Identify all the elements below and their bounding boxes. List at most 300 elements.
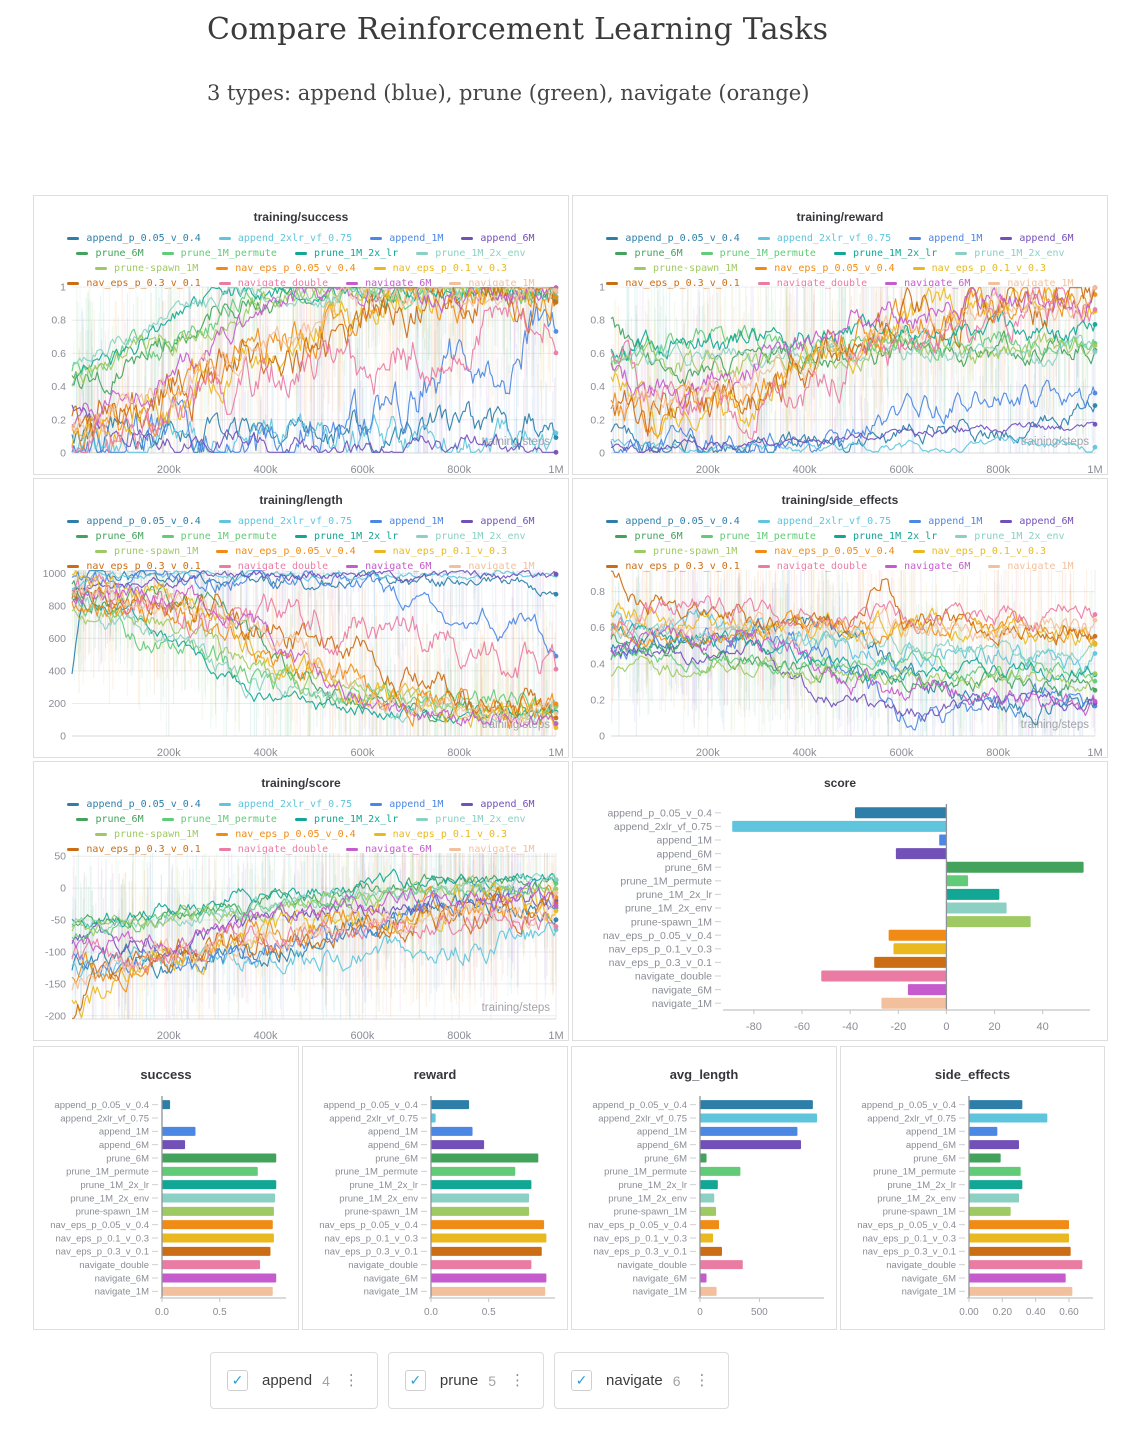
legend-item [461, 233, 534, 244]
bar-chart-score [573, 796, 1108, 1048]
legend-run-name: nav_eps_p_0.1_v_0.3 [392, 546, 508, 557]
legend-swatch-icon [162, 818, 174, 821]
svg-text:navigate_6M: navigate_6M [632, 1273, 687, 1285]
legend-run-name: append_2xlr_vf_0.75 [237, 516, 353, 527]
legend-run-name: prune_1M_permute [180, 248, 277, 259]
bar-chart-avg-length [572, 1090, 836, 1328]
svg-text:-60: -60 [794, 1021, 810, 1033]
line-chart-training-reward [573, 283, 1107, 479]
legend-run-name: navigate_1M [468, 278, 535, 289]
legend-run-name: append_p_0.05_v_0.4 [86, 233, 201, 244]
svg-text:400k: 400k [253, 464, 278, 476]
legend-run-name: nav_eps_p_0.1_v_0.3 [931, 546, 1047, 557]
svg-text:1: 1 [599, 281, 605, 294]
filter-label: navigate [606, 1372, 663, 1389]
svg-text:navigate_6M: navigate_6M [94, 1273, 149, 1285]
legend-swatch-icon [374, 267, 386, 270]
legend-item [374, 546, 507, 557]
legend-item [76, 248, 143, 259]
svg-text:0.0: 0.0 [155, 1307, 169, 1318]
panel-training-side-effects[interactable] [572, 478, 1108, 758]
legend-run-name: navigate_6M [365, 278, 432, 289]
legend-swatch-icon [701, 535, 713, 538]
legend-item [913, 546, 1046, 557]
line-chart-training-side-effects [573, 566, 1107, 762]
svg-text:navigate_double: navigate_double [79, 1259, 149, 1271]
legend-item [758, 233, 891, 244]
legend-run-name: nav_eps_p_0.05_v_0.4 [774, 263, 895, 274]
report-subtitle: 3 types: append (blue), prune (green), navigate (orange) [207, 81, 810, 105]
line-chart-svg [34, 849, 568, 1045]
legend-row [573, 261, 1107, 276]
svg-text:400: 400 [48, 665, 66, 678]
legend-swatch-icon [76, 252, 88, 255]
svg-text:prune_1M_2x_lr: prune_1M_2x_lr [618, 1179, 687, 1191]
legend-swatch-icon [461, 520, 473, 523]
svg-text:append_2xlr_vf_0.75: append_2xlr_vf_0.75 [598, 1113, 687, 1125]
svg-text:50: 50 [54, 850, 66, 863]
svg-text:800k: 800k [447, 464, 472, 476]
panel-title: reward [413, 1067, 457, 1082]
svg-text:prune_1M_2x_lr: prune_1M_2x_lr [887, 1179, 956, 1191]
legend-swatch-icon [615, 535, 627, 538]
panel-title: score [823, 776, 857, 790]
legend-run-name: prune_1M_2x_lr [313, 248, 399, 259]
legend-swatch-icon [295, 252, 307, 255]
legend-run-name: navigate_6M [365, 844, 432, 855]
legend-item [76, 814, 143, 825]
legend-run-name: navigate_double [776, 561, 868, 572]
legend-swatch-icon [67, 237, 79, 240]
filter-count: 5 [488, 1372, 497, 1389]
legend-run-name: append_1M [389, 233, 444, 244]
legend-item [615, 248, 682, 259]
svg-text:500: 500 [751, 1307, 768, 1318]
legend-item [95, 546, 198, 557]
svg-text:prune_1M_2x_env: prune_1M_2x_env [70, 1193, 149, 1205]
legend-row [573, 246, 1107, 261]
legend-item [834, 248, 937, 259]
legend-row [34, 544, 568, 559]
legend-item [162, 531, 277, 542]
svg-text:prune_1M_permute: prune_1M_permute [620, 875, 712, 888]
legend-run-name: navigate_1M [1007, 278, 1074, 289]
legend-run-name: nav_eps_p_0.3_v_0.1 [625, 278, 740, 289]
legend-item [67, 799, 200, 810]
legend-row [34, 529, 568, 544]
legend-swatch-icon [219, 237, 231, 240]
legend-swatch-icon [370, 237, 382, 240]
svg-text:append_2xlr_vf_0.75: append_2xlr_vf_0.75 [867, 1113, 956, 1125]
svg-text:0.2: 0.2 [51, 414, 66, 427]
svg-text:400k: 400k [253, 747, 278, 759]
legend-run-name: prune_6M [95, 531, 144, 542]
svg-text:0.4: 0.4 [590, 381, 605, 394]
legend-run-name: nav_eps_p_0.05_v_0.4 [235, 829, 356, 840]
legend-item [219, 233, 352, 244]
legend-swatch-icon [76, 818, 88, 821]
legend-swatch-icon [95, 833, 107, 836]
svg-text:append_2xlr_vf_0.75: append_2xlr_vf_0.75 [613, 821, 712, 834]
svg-text:prune-spawn_1M: prune-spawn_1M [344, 1206, 418, 1218]
legend-row [34, 261, 568, 276]
legend-item [834, 531, 937, 542]
svg-text:nav_eps_p_0.05_v_0.4: nav_eps_p_0.05_v_0.4 [602, 929, 712, 942]
filter-chip-append[interactable] [210, 1352, 378, 1409]
svg-text:0.8: 0.8 [590, 586, 605, 599]
legend-run-name: navigate_1M [468, 844, 535, 855]
legend-swatch-icon [295, 535, 307, 538]
svg-text:training/steps: training/steps [481, 436, 550, 448]
svg-text:navigate_double: navigate_double [634, 970, 712, 983]
svg-text:append_6M: append_6M [98, 1139, 149, 1151]
svg-text:append_p_0.05_v_0.4: append_p_0.05_v_0.4 [607, 807, 712, 820]
svg-text:400k: 400k [253, 1030, 278, 1042]
panel-title: side_effects [934, 1067, 1011, 1082]
svg-text:prune_1M_2x_env: prune_1M_2x_env [608, 1193, 687, 1205]
legend-item [606, 233, 739, 244]
svg-text:append_1M: append_1M [367, 1126, 418, 1138]
legend-run-name: prune_6M [95, 248, 144, 259]
svg-text:nav_eps_p_0.05_v_0.4: nav_eps_p_0.05_v_0.4 [319, 1219, 418, 1231]
legend-run-name: prune_1M_permute [719, 248, 816, 259]
filter-count: 6 [672, 1372, 681, 1389]
legend-run-name: navigate_double [237, 278, 329, 289]
svg-text:0.60: 0.60 [1059, 1307, 1079, 1318]
svg-text:append_p_0.05_v_0.4: append_p_0.05_v_0.4 [861, 1099, 956, 1111]
legend-swatch-icon [374, 550, 386, 553]
legend-run-name: prune_1M_permute [719, 531, 816, 542]
legend-run-name: prune_1M_permute [180, 814, 277, 825]
legend-swatch-icon [909, 520, 921, 523]
svg-text:-20: -20 [890, 1021, 907, 1033]
svg-text:-150: -150 [44, 978, 66, 991]
svg-text:navigate_1M: navigate_1M [632, 1286, 687, 1298]
legend-item [295, 531, 398, 542]
legend-swatch-icon [416, 818, 428, 821]
svg-text:0.40: 0.40 [1025, 1307, 1046, 1318]
legend-run-name: nav_eps_p_0.05_v_0.4 [235, 263, 356, 274]
svg-text:append_1M: append_1M [656, 834, 712, 847]
svg-text:prune_1M_permute: prune_1M_permute [873, 1166, 956, 1178]
legend-item [634, 546, 737, 557]
panel-training-length[interactable] [33, 478, 569, 758]
svg-text:800k: 800k [447, 1030, 472, 1042]
legend-row [34, 246, 568, 261]
legend-swatch-icon [615, 252, 627, 255]
svg-text:navigate_1M: navigate_1M [901, 1286, 956, 1298]
legend-run-name: prune_1M_2x_env [974, 531, 1065, 542]
legend-swatch-icon [634, 267, 646, 270]
legend-swatch-icon [758, 520, 770, 523]
svg-text:prune_1M_2x_env: prune_1M_2x_env [339, 1193, 418, 1205]
legend-item [162, 814, 277, 825]
filter-label: append [262, 1372, 313, 1389]
legend-item [216, 829, 355, 840]
legend-swatch-icon [606, 237, 618, 240]
line-chart-svg [573, 283, 1107, 479]
legend-run-name: nav_eps_p_0.1_v_0.3 [392, 829, 508, 840]
svg-text:40: 40 [1036, 1021, 1049, 1033]
svg-text:nav_eps_p_0.3_v_0.1: nav_eps_p_0.3_v_0.1 [55, 1246, 149, 1258]
legend-item [1000, 516, 1073, 527]
prune-checkbox[interactable]: ✓ [405, 1370, 426, 1391]
legend-run-name: nav_eps_p_0.3_v_0.1 [625, 561, 740, 572]
svg-text:20: 20 [988, 1021, 1001, 1033]
svg-text:prune_1M_permute: prune_1M_permute [66, 1166, 149, 1178]
svg-text:200k: 200k [156, 464, 181, 476]
svg-text:nav_eps_p_0.3_v_0.1: nav_eps_p_0.3_v_0.1 [324, 1246, 418, 1258]
svg-text:navigate_6M: navigate_6M [901, 1273, 956, 1285]
legend-run-name: append_6M [480, 233, 535, 244]
svg-text:1M: 1M [548, 464, 564, 476]
svg-text:nav_eps_p_0.05_v_0.4: nav_eps_p_0.05_v_0.4 [588, 1219, 687, 1231]
svg-text:0.4: 0.4 [590, 658, 605, 671]
svg-text:training/steps: training/steps [481, 719, 550, 731]
svg-text:0: 0 [60, 447, 66, 460]
legend-row [573, 529, 1107, 544]
navigate-checkbox[interactable]: ✓ [571, 1370, 592, 1391]
legend-item [370, 233, 443, 244]
svg-text:1M: 1M [1087, 464, 1103, 476]
svg-text:1M: 1M [548, 747, 564, 759]
legend-run-name: navigate_double [237, 844, 329, 855]
bar-chart-svg [34, 1090, 298, 1328]
legend-item [461, 516, 534, 527]
legend-swatch-icon [913, 550, 925, 553]
svg-text:-50: -50 [50, 914, 66, 927]
legend-run-name: prune-spawn_1M [113, 546, 199, 557]
svg-text:400k: 400k [792, 747, 817, 759]
svg-text:0.4: 0.4 [51, 381, 66, 394]
svg-text:0.6: 0.6 [51, 347, 66, 360]
panel-grid-top [33, 195, 1108, 1041]
legend-item [295, 814, 398, 825]
panel-training-reward[interactable] [572, 195, 1108, 475]
svg-text:0: 0 [60, 730, 66, 743]
legend-run-name: prune-spawn_1M [113, 263, 199, 274]
legend-run-name: prune_1M_2x_env [435, 531, 526, 542]
legend-item [1000, 233, 1073, 244]
svg-text:training/steps: training/steps [1020, 719, 1089, 731]
legend-run-name: prune_1M_2x_lr [852, 248, 938, 259]
svg-text:prune_6M: prune_6M [913, 1153, 956, 1165]
svg-text:append_p_0.05_v_0.4: append_p_0.05_v_0.4 [54, 1099, 149, 1111]
legend-swatch-icon [909, 237, 921, 240]
legend-run-name: nav_eps_p_0.05_v_0.4 [774, 546, 895, 557]
legend-run-name: prune_1M_2x_lr [852, 531, 938, 542]
svg-text:0: 0 [943, 1021, 950, 1033]
panel-reward[interactable] [302, 1046, 568, 1330]
legend-swatch-icon [955, 252, 967, 255]
legend-swatch-icon [67, 520, 79, 523]
svg-text:append_1M: append_1M [98, 1126, 149, 1138]
legend-run-name: append_1M [389, 799, 444, 810]
legend-run-name: append_2xlr_vf_0.75 [776, 233, 892, 244]
legend-swatch-icon [834, 252, 846, 255]
legend-row [34, 231, 568, 246]
legend-item [955, 248, 1064, 259]
bar-chart-svg [573, 796, 1108, 1048]
legend-item [634, 263, 737, 274]
legend-run-name: append_1M [389, 516, 444, 527]
panel-title: avg_length [669, 1067, 739, 1082]
legend-run-name: append_2xlr_vf_0.75 [237, 233, 353, 244]
legend-swatch-icon [162, 535, 174, 538]
svg-text:200k: 200k [156, 1030, 181, 1042]
legend-item [374, 263, 507, 274]
svg-text:200k: 200k [695, 464, 720, 476]
svg-text:navigate_1M: navigate_1M [363, 1286, 418, 1298]
legend-item [67, 233, 200, 244]
legend-run-name: append_2xlr_vf_0.75 [237, 799, 353, 810]
svg-text:prune-spawn_1M: prune-spawn_1M [630, 916, 712, 929]
legend-run-name: nav_eps_p_0.05_v_0.4 [235, 546, 356, 557]
legend-swatch-icon [461, 237, 473, 240]
svg-text:0: 0 [697, 1307, 703, 1318]
legend-swatch-icon [67, 803, 79, 806]
legend-item [370, 799, 443, 810]
legend-run-name: prune_1M_2x_lr [313, 531, 399, 542]
svg-text:append_6M: append_6M [636, 1139, 687, 1151]
legend-run-name: prune_1M_2x_env [974, 248, 1065, 259]
legend-run-name: append_1M [928, 516, 983, 527]
legend-swatch-icon [1000, 237, 1012, 240]
legend-item [416, 531, 525, 542]
legend-swatch-icon [913, 267, 925, 270]
legend-swatch-icon [219, 803, 231, 806]
legend-run-name: navigate_1M [1007, 561, 1074, 572]
legend-swatch-icon [374, 833, 386, 836]
legend-item [461, 799, 534, 810]
legend-run-name: append_2xlr_vf_0.75 [776, 516, 892, 527]
panel-training-score[interactable] [33, 761, 569, 1041]
panel-success[interactable] [33, 1046, 299, 1330]
filter-label: prune [439, 1372, 479, 1389]
svg-text:0.2: 0.2 [590, 414, 605, 427]
svg-text:append_6M: append_6M [367, 1139, 418, 1151]
svg-text:-200: -200 [44, 1010, 66, 1023]
svg-text:prune-spawn_1M: prune-spawn_1M [613, 1206, 687, 1218]
svg-text:-80: -80 [745, 1021, 762, 1033]
legend-run-name: append_p_0.05_v_0.4 [86, 799, 201, 810]
svg-text:-100: -100 [44, 946, 66, 959]
legend-item [216, 546, 355, 557]
run-legend [573, 231, 1107, 289]
svg-text:prune_1M_permute: prune_1M_permute [604, 1166, 687, 1178]
legend-run-name: prune_1M_2x_env [435, 814, 526, 825]
legend-item [755, 263, 894, 274]
append-checkbox[interactable]: ✓ [227, 1370, 248, 1391]
kebab-menu-icon[interactable]: ⋮ [510, 1372, 526, 1389]
filter-chip-prune[interactable] [388, 1352, 544, 1409]
svg-text:0.5: 0.5 [481, 1307, 496, 1318]
filter-chip-navigate[interactable] [554, 1352, 729, 1409]
run-legend [34, 797, 568, 855]
svg-text:1M: 1M [1087, 747, 1103, 759]
svg-text:nav_eps_p_0.1_v_0.3: nav_eps_p_0.1_v_0.3 [862, 1233, 956, 1245]
legend-swatch-icon [219, 520, 231, 523]
run-legend [34, 514, 568, 572]
svg-text:prune_1M_2x_lr: prune_1M_2x_lr [636, 889, 712, 902]
svg-text:1M: 1M [548, 1030, 564, 1042]
legend-swatch-icon [295, 818, 307, 821]
svg-text:navigate_double: navigate_double [348, 1259, 418, 1271]
svg-text:nav_eps_p_0.1_v_0.3: nav_eps_p_0.1_v_0.3 [55, 1233, 149, 1245]
legend-run-name: prune-spawn_1M [113, 829, 199, 840]
line-chart-svg [34, 283, 568, 479]
run-set-filters [210, 1352, 729, 1409]
legend-item [374, 829, 507, 840]
legend-swatch-icon [701, 252, 713, 255]
svg-text:0.5: 0.5 [212, 1307, 227, 1318]
legend-run-name: navigate_1M [468, 561, 535, 572]
legend-swatch-icon [1000, 520, 1012, 523]
svg-text:0: 0 [599, 447, 605, 460]
legend-run-name: prune-spawn_1M [652, 263, 738, 274]
legend-run-name: navigate_6M [365, 561, 432, 572]
svg-text:prune_1M_2x_lr: prune_1M_2x_lr [80, 1179, 149, 1191]
legend-item [76, 531, 143, 542]
kebab-menu-icon[interactable]: ⋮ [694, 1372, 710, 1389]
legend-swatch-icon [955, 535, 967, 538]
svg-text:append_2xlr_vf_0.75: append_2xlr_vf_0.75 [60, 1113, 149, 1125]
legend-run-name: navigate_double [776, 278, 868, 289]
svg-text:append_p_0.05_v_0.4: append_p_0.05_v_0.4 [323, 1099, 418, 1111]
panel-title: training/length [259, 493, 343, 507]
svg-text:append_2xlr_vf_0.75: append_2xlr_vf_0.75 [329, 1113, 418, 1125]
legend-run-name: nav_eps_p_0.3_v_0.1 [86, 561, 201, 572]
legend-run-name: append_p_0.05_v_0.4 [86, 516, 201, 527]
bar-chart-reward [303, 1090, 567, 1328]
svg-text:200k: 200k [156, 747, 181, 759]
legend-item [370, 516, 443, 527]
svg-text:0.20: 0.20 [992, 1307, 1013, 1318]
panel-score[interactable] [572, 761, 1108, 1041]
svg-text:prune_6M: prune_6M [644, 1153, 687, 1165]
legend-swatch-icon [834, 535, 846, 538]
panel-training-success[interactable] [33, 195, 569, 475]
svg-text:training/steps: training/steps [1020, 436, 1089, 448]
panel-title: training/score [261, 776, 341, 790]
svg-text:nav_eps_p_0.1_v_0.3: nav_eps_p_0.1_v_0.3 [593, 1233, 687, 1245]
legend-item [416, 248, 525, 259]
legend-item [95, 263, 198, 274]
panel-title: training/reward [796, 210, 884, 224]
legend-item [758, 516, 891, 527]
svg-text:800k: 800k [986, 747, 1011, 759]
legend-run-name: prune_1M_2x_lr [313, 814, 399, 825]
legend-row [34, 797, 568, 812]
svg-text:prune-spawn_1M: prune-spawn_1M [882, 1206, 956, 1218]
svg-text:prune_6M: prune_6M [375, 1153, 418, 1165]
svg-text:navigate_double: navigate_double [886, 1259, 956, 1271]
legend-run-name: append_p_0.05_v_0.4 [625, 233, 740, 244]
line-chart-svg [573, 566, 1107, 762]
kebab-menu-icon[interactable]: ⋮ [343, 1372, 359, 1389]
svg-text:prune-spawn_1M: prune-spawn_1M [75, 1206, 149, 1218]
svg-text:0: 0 [60, 882, 66, 895]
svg-text:600k: 600k [889, 747, 914, 759]
svg-text:600k: 600k [889, 464, 914, 476]
bar-chart-svg [303, 1090, 567, 1328]
panel-avg-length[interactable] [571, 1046, 837, 1330]
legend-run-name: prune_1M_2x_env [435, 248, 526, 259]
legend-row [573, 231, 1107, 246]
panel-side-effects[interactable] [840, 1046, 1105, 1330]
svg-text:prune_1M_2x_lr: prune_1M_2x_lr [349, 1179, 418, 1191]
svg-text:0.6: 0.6 [590, 622, 605, 635]
